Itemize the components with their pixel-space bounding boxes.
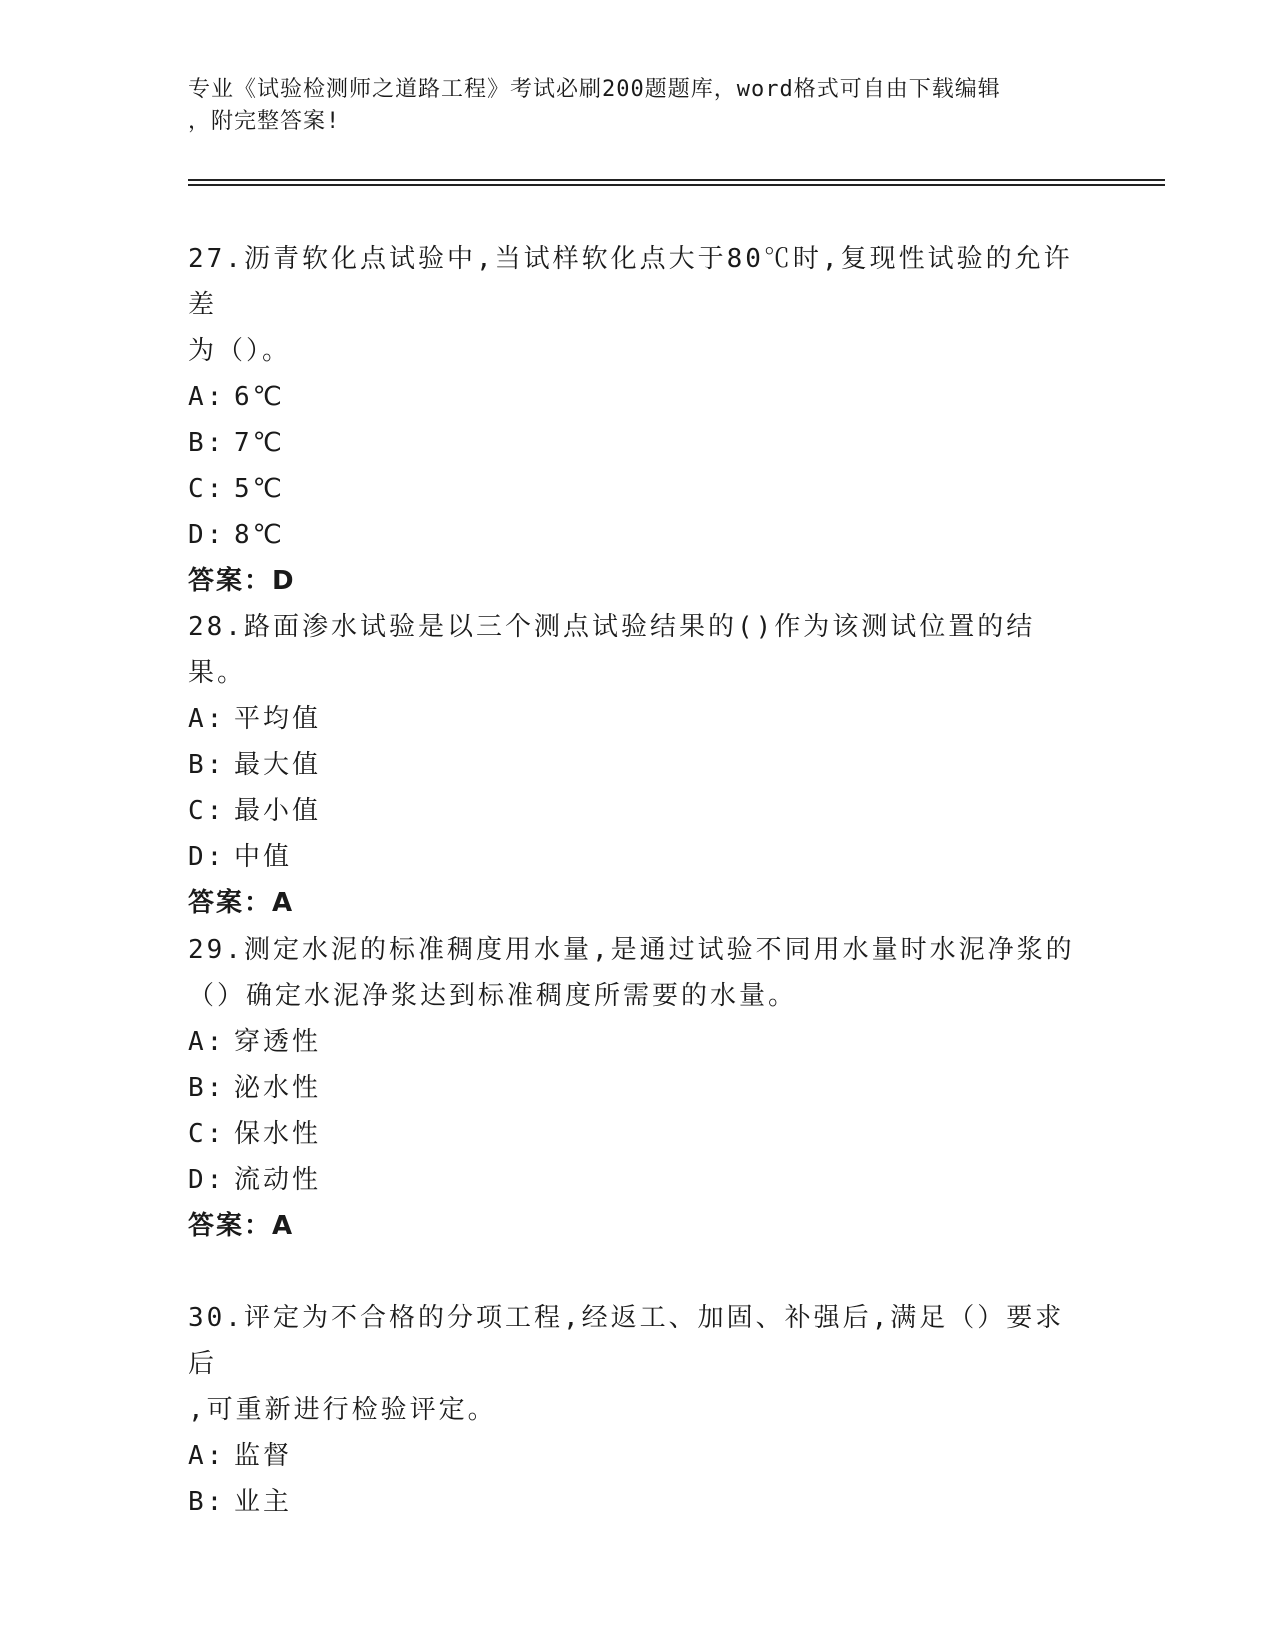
- option-key: A:: [188, 704, 226, 734]
- option-a: [188, 1019, 1088, 1065]
- option-key: D:: [188, 1165, 226, 1195]
- header-line-2: ，附完整答案!: [188, 109, 341, 134]
- answer: 答案：D: [188, 566, 296, 596]
- question-text-continued: ,可重新进行检验评定。: [188, 1395, 497, 1425]
- option-d: [188, 512, 1088, 558]
- question-text: 28.路面渗水试验是以三个测点试验结果的()作为该测试位置的结果。: [188, 612, 1036, 688]
- option-key: A:: [188, 382, 226, 412]
- option-value: 监督: [234, 1441, 293, 1471]
- option-a: [188, 1433, 1088, 1479]
- question-27: [188, 236, 1088, 604]
- option-key: C:: [188, 796, 226, 826]
- answer: 答案：A: [188, 1211, 295, 1241]
- option-d: [188, 834, 1088, 880]
- option-c: [188, 466, 1088, 512]
- option-c: [188, 788, 1088, 834]
- header-line-1: 专业《试验检测师之道路工程》考试必刷200题题库，word格式可自由下载编辑: [188, 77, 1001, 102]
- option-key: B:: [188, 750, 226, 780]
- option-key: D:: [188, 520, 226, 550]
- option-value: 穿透性: [234, 1027, 322, 1057]
- question-text: 30.评定为不合格的分项工程,经返工、加固、补强后,满足（）要求后: [188, 1303, 1065, 1379]
- option-value: 保水性: [234, 1119, 322, 1149]
- option-key: C:: [188, 474, 226, 504]
- document-header: [188, 74, 1068, 138]
- option-key: B:: [188, 1487, 226, 1517]
- option-key: A:: [188, 1441, 226, 1471]
- question-text: 29.测定水泥的标准稠度用水量,是通过试验不同用水量时水泥净浆的: [188, 935, 1075, 965]
- question-29: [188, 927, 1088, 1249]
- option-key: B:: [188, 1073, 226, 1103]
- option-b: [188, 1065, 1088, 1111]
- question-30: [188, 1295, 1088, 1525]
- option-key: B:: [188, 428, 226, 458]
- option-key: D:: [188, 842, 226, 872]
- option-a: [188, 696, 1088, 742]
- option-key: A:: [188, 1027, 226, 1057]
- question-text-continued: 为（）。: [188, 336, 292, 366]
- option-d: [188, 1157, 1088, 1203]
- header-divider-top: [188, 179, 1165, 181]
- option-key: C:: [188, 1119, 226, 1149]
- option-c: [188, 1111, 1088, 1157]
- option-value: 最小值: [234, 796, 322, 826]
- question-text: 27.沥青软化点试验中,当试样软化点大于80℃时,复现性试验的允许差: [188, 244, 1073, 320]
- option-value: 业主: [234, 1487, 293, 1517]
- header-divider-bottom: [188, 184, 1165, 186]
- option-a: [188, 374, 1088, 420]
- option-b: [188, 420, 1088, 466]
- option-value: 5℃: [234, 474, 285, 504]
- option-value: 8℃: [234, 520, 285, 550]
- question-text-continued: （）确定水泥净浆达到标准稠度所需要的水量。: [188, 981, 798, 1011]
- question-28: [188, 604, 1088, 926]
- option-b: [188, 742, 1088, 788]
- option-value: 6℃: [234, 382, 285, 412]
- option-b: [188, 1479, 1088, 1525]
- option-value: 流动性: [234, 1165, 322, 1195]
- option-value: 7℃: [234, 428, 285, 458]
- option-value: 最大值: [234, 750, 322, 780]
- answer: 答案：A: [188, 888, 295, 918]
- option-value: 平均值: [234, 704, 322, 734]
- option-value: 泌水性: [234, 1073, 322, 1103]
- option-value: 中值: [234, 842, 293, 872]
